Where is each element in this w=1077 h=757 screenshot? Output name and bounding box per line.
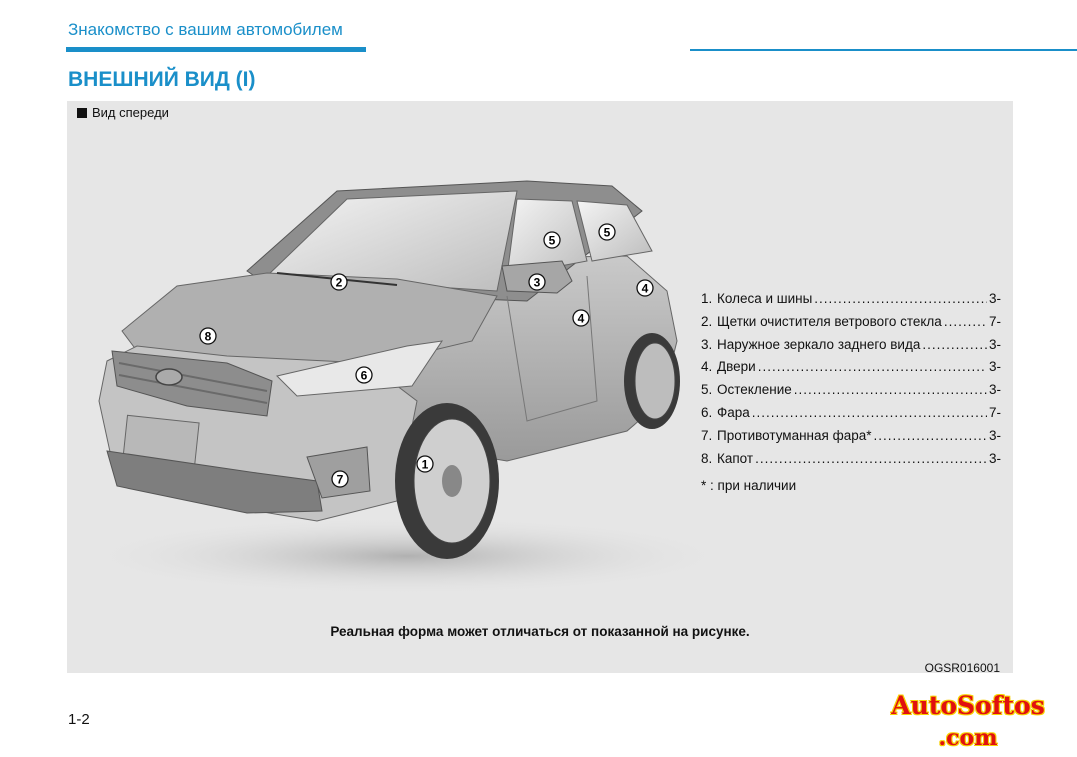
figure-panel: [67, 101, 1013, 673]
svg-text:5: 5: [548, 233, 556, 248]
legend-num: 8.: [701, 450, 713, 466]
legend-item: [701, 428, 1001, 451]
callout-4-rear: [637, 280, 653, 296]
legend-page: 3-: [988, 450, 1001, 466]
leader-dots: [758, 359, 987, 374]
leader-dots: [794, 382, 987, 397]
page-number: 1-2: [68, 711, 90, 728]
watermark-line-1: AutoSoftos: [891, 691, 1045, 720]
view-label: [77, 105, 169, 120]
callout-3: [529, 274, 545, 290]
leader-dots: [814, 291, 987, 306]
callout-4-front: [573, 310, 589, 326]
legend-num: 1.: [701, 291, 713, 306]
svg-text:8: 8: [204, 329, 212, 344]
legend-page: 3-: [988, 427, 1001, 443]
legend-item: [701, 359, 1001, 382]
svg-text:6: 6: [360, 368, 368, 383]
legend-label: Остекление: [717, 382, 792, 398]
legend-page: 7-: [988, 404, 1001, 420]
view-label-text: Вид спереди: [92, 105, 169, 120]
legend-item: [701, 451, 1001, 474]
figure-code: OGSR016001: [924, 661, 1000, 675]
svg-text:4: 4: [577, 311, 585, 326]
svg-text:2: 2: [335, 275, 343, 290]
legend-num: 4.: [701, 359, 713, 375]
legend-label: Капот: [717, 450, 754, 466]
legend-label: Колеса и шины: [717, 291, 813, 306]
legend-item: [701, 405, 1001, 428]
callout-2: [331, 274, 347, 290]
callout-5-rear: [599, 224, 615, 240]
legend-page: 3-: [988, 336, 1001, 352]
legend-label: Противотуманная фара*: [717, 427, 872, 443]
leader-dots: [755, 451, 987, 466]
legend-item: [701, 382, 1001, 405]
legend-page: 7-: [988, 313, 1001, 329]
legend-num: 5.: [701, 382, 713, 398]
legend-item: [701, 291, 1001, 314]
callout-8: [200, 328, 216, 344]
callout-7: [332, 471, 348, 487]
legend-label: Щетки очистителя ветрового стекла: [717, 313, 942, 329]
square-bullet-icon: [77, 108, 87, 118]
legend-page: 3-: [988, 382, 1001, 398]
watermark-line-2: .com: [938, 725, 998, 751]
legend-num: 3.: [701, 336, 713, 352]
svg-text:5: 5: [603, 225, 611, 240]
legend-page: 3-: [988, 359, 1001, 375]
legend-num: 6.: [701, 404, 713, 420]
svg-text:7: 7: [336, 472, 344, 487]
legend-num: 7.: [701, 427, 713, 443]
callout-6: [356, 367, 372, 383]
page-title: ВНЕШНИЙ ВИД (I): [68, 68, 256, 91]
leader-dots: [873, 428, 987, 443]
watermark-logo: [868, 690, 1068, 754]
callout-1: [417, 456, 433, 472]
svg-text:3: 3: [533, 275, 541, 290]
callout-5-front: [544, 232, 560, 248]
legend-label: Наружное зеркало заднего вида: [717, 336, 921, 352]
legend-label: Фара: [717, 404, 750, 420]
svg-text:1: 1: [421, 457, 429, 472]
legend-num: 2.: [701, 313, 713, 329]
parts-legend: [701, 291, 1001, 473]
legend-label: Двери: [717, 359, 756, 375]
legend-item: [701, 337, 1001, 360]
legend-item: [701, 314, 1001, 337]
header-rule-right: [690, 49, 1077, 51]
leader-dots: [922, 337, 987, 352]
header-rule-left: [66, 47, 366, 52]
section-header: Знакомство с вашим автомобилем: [68, 20, 343, 39]
footnote: * : при наличии: [701, 478, 797, 493]
leader-dots: [944, 314, 987, 329]
legend-page: 3-: [988, 291, 1001, 306]
leader-dots: [752, 405, 987, 420]
figure-caption: Реальная форма может отличаться от показанной на рисунке.: [330, 624, 750, 639]
svg-text:4: 4: [641, 281, 649, 296]
